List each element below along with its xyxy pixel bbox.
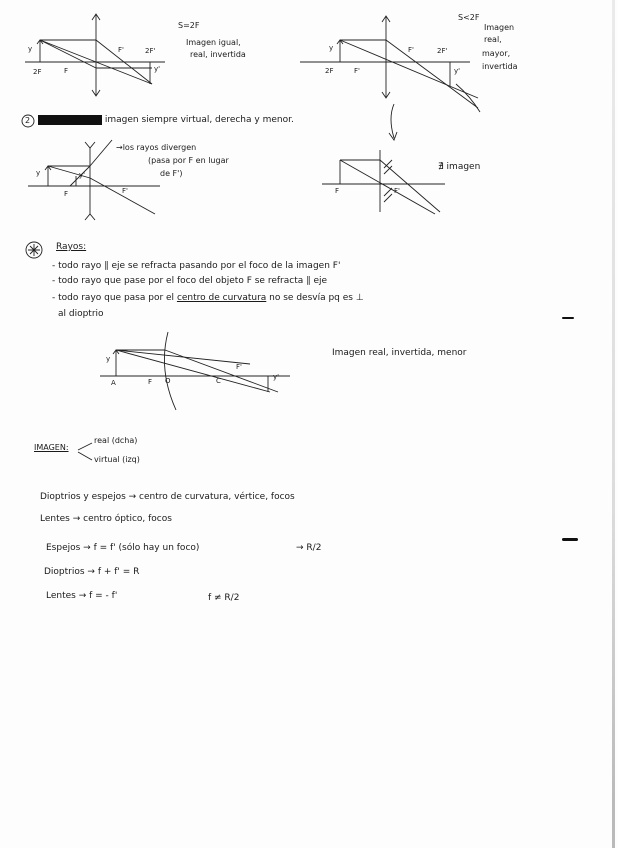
result-top-right-line4: invertida xyxy=(482,62,518,71)
result-top-right-line2: real, xyxy=(484,35,502,44)
imagen-heading: IMAGEN: xyxy=(34,443,69,452)
crossed-heading: DIVERGENTES xyxy=(38,115,102,125)
label-2f: 2F xyxy=(325,67,334,75)
branch-arrow-virtual xyxy=(78,452,92,460)
section-number: 2 xyxy=(25,116,31,125)
label-f: F xyxy=(335,187,340,195)
label-y-prime: y' xyxy=(79,171,86,179)
result-top-right-line1: Imagen xyxy=(484,23,515,32)
label-f-prime: F' xyxy=(408,46,414,54)
label-2f-prime: 2F' xyxy=(145,47,156,55)
label-f: F xyxy=(64,190,69,198)
ray-rule-3-underlined: centro de curvatura xyxy=(176,293,267,303)
divergent-heading: imagen siempre virtual, derecha y menor. xyxy=(104,115,294,125)
label-f-prime: F' xyxy=(118,46,124,54)
ray-rule-3-suffix: no se desvía pq es ⊥ xyxy=(269,293,364,303)
label-2f-prime: 2F' xyxy=(437,47,448,55)
label-y: y xyxy=(106,355,111,363)
label-f: F xyxy=(148,378,153,386)
label-o: O xyxy=(165,377,171,385)
ray-rule-1: - todo rayo ∥ eje se refracta pasando por el foco de la imagen F' xyxy=(52,261,341,271)
ray-rule-3-end: al dioptrio xyxy=(58,309,104,319)
formula-lentes: Lentes → f = - f' xyxy=(46,591,118,601)
label-y: y xyxy=(28,45,33,53)
result-top-left-line1: Imagen igual, xyxy=(186,38,241,47)
lens-diagram-s-equal-2f xyxy=(25,14,165,96)
label-2f: 2F xyxy=(33,68,42,76)
lens-diagram-s-less-2f xyxy=(300,13,480,112)
imagen-real: real (dcha) xyxy=(94,436,138,445)
label-f: F xyxy=(64,67,69,75)
label-y-prime: y' xyxy=(454,67,461,75)
divergent-lens-diagram xyxy=(28,140,160,220)
formula-lentes-r: f ≠ R/2 xyxy=(208,593,240,603)
formula-espejos: Espejos → f = f' (sólo hay un foco) xyxy=(46,543,200,553)
divergent-note-line2: (pasa por F en lugar xyxy=(148,156,229,165)
scan-edge xyxy=(612,0,615,848)
label-y: y xyxy=(329,44,334,52)
label-a: A xyxy=(111,379,116,387)
label-y: y xyxy=(36,169,41,177)
condition-s-2f: S=2F xyxy=(178,21,200,30)
label-f-prime: F' xyxy=(236,363,242,371)
label-f: F' xyxy=(354,67,360,75)
curved-arrow xyxy=(391,104,394,138)
rays-heading: Rayos: xyxy=(56,242,87,252)
focal-object-diagram xyxy=(322,150,445,214)
dioptrio-diagram xyxy=(100,332,290,410)
no-image-note: ∄ imagen xyxy=(438,162,481,172)
divergent-note-line1: →los rayos divergen xyxy=(116,143,197,152)
note-lentes: Lentes → centro óptico, focos xyxy=(40,514,172,524)
margin-mark xyxy=(562,538,578,541)
divergent-note-line3: de F') xyxy=(160,169,183,178)
branch-arrow-real xyxy=(78,443,92,450)
label-f-prime: F' xyxy=(122,187,128,195)
result-top-right-line3: mayor, xyxy=(482,49,511,58)
label-y-prime: y' xyxy=(273,373,280,381)
label-c: C xyxy=(216,377,221,385)
imagen-virtual: virtual (izq) xyxy=(94,455,140,464)
formula-dioptrios: Dioptrios → f + f' = R xyxy=(44,567,140,577)
label-f-prime: F' xyxy=(394,187,400,195)
dioptrio-result: Imagen real, invertida, menor xyxy=(332,348,467,358)
condition-s-less-2f: S<2F xyxy=(458,13,480,22)
margin-mark xyxy=(562,317,574,319)
label-y-prime: y' xyxy=(154,65,161,73)
result-top-left-line2: real, invertida xyxy=(190,50,246,59)
ray-rule-2: - todo rayo que pase por el foco del objeto F se refracta ∥ eje xyxy=(52,276,328,286)
formula-espejos-r: → R/2 xyxy=(296,543,322,553)
note-dioptrios-espejos: Dioptrios y espejos → centro de curvatura, vértice, focos xyxy=(40,492,295,502)
ray-rule-3-prefix: - todo rayo que pasa por el xyxy=(52,293,175,303)
